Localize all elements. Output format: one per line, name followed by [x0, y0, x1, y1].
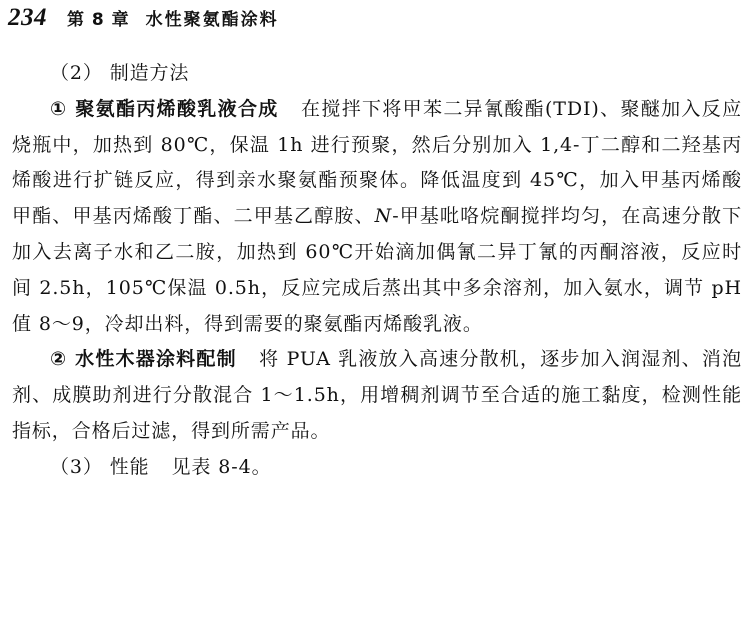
- step-2-paragraph: [12, 342, 742, 449]
- page-number: 234: [8, 4, 47, 31]
- italic-n-symbol: N: [374, 205, 393, 228]
- section-3-text: 见表 8-4。: [171, 455, 272, 478]
- step-2-text: 将 PUA 乳液放入高速分散机，逐步加入润湿剂、消泡剂、成膜助剂进行分散混合 1～1.5h，用增稠剂调节至合适的施工黏度，检测性能指标，合格后过滤，得到所需产品。: [12, 348, 742, 442]
- step-1-text-part-2: -甲基吡咯烷酮搅拌均匀，在高速分散下加入去离子水和乙二胺，加热到 60℃开始滴加偶氰二异丁氰的丙酮溶液，反应时间 2.5h，105℃保温 0.5h，反应完成后蒸出其中多余溶剂，加入氨水，调节 pH 值 8～9，冷却出料，得到需要的聚氨酯丙烯酸乳液。: [12, 205, 743, 335]
- step-1-lead: ① 聚氨酯丙烯酸乳液合成: [50, 97, 279, 120]
- section-2-heading: （2） 制造方法: [50, 62, 190, 84]
- document-body: [12, 56, 742, 486]
- section-3-paragraph: [12, 450, 742, 486]
- step-1-text-part-1: 在搅拌下将甲苯二异氰酸酯(TDI)、聚醚加入反应烧瓶中，加热到 80℃，保温 1h 进行预聚，然后分别加入 1,4-丁二醇和二羟基丙烯酸进行扩链反应，得到亲水聚氨酯预聚体。降低温度到 45℃，加入甲基丙烯酸甲酯、甲基丙烯酸丁酯、二甲基乙醇胺、: [12, 97, 742, 228]
- chapter-title: 水性聚氨酯涂料: [145, 10, 279, 30]
- page-header: [8, 4, 279, 34]
- step-2-lead: ② 水性木器涂料配制: [50, 348, 237, 371]
- step-1-paragraph: [12, 92, 742, 343]
- chapter-label: 第 8 章: [67, 10, 130, 30]
- section-3-heading: （3） 性能: [50, 455, 150, 478]
